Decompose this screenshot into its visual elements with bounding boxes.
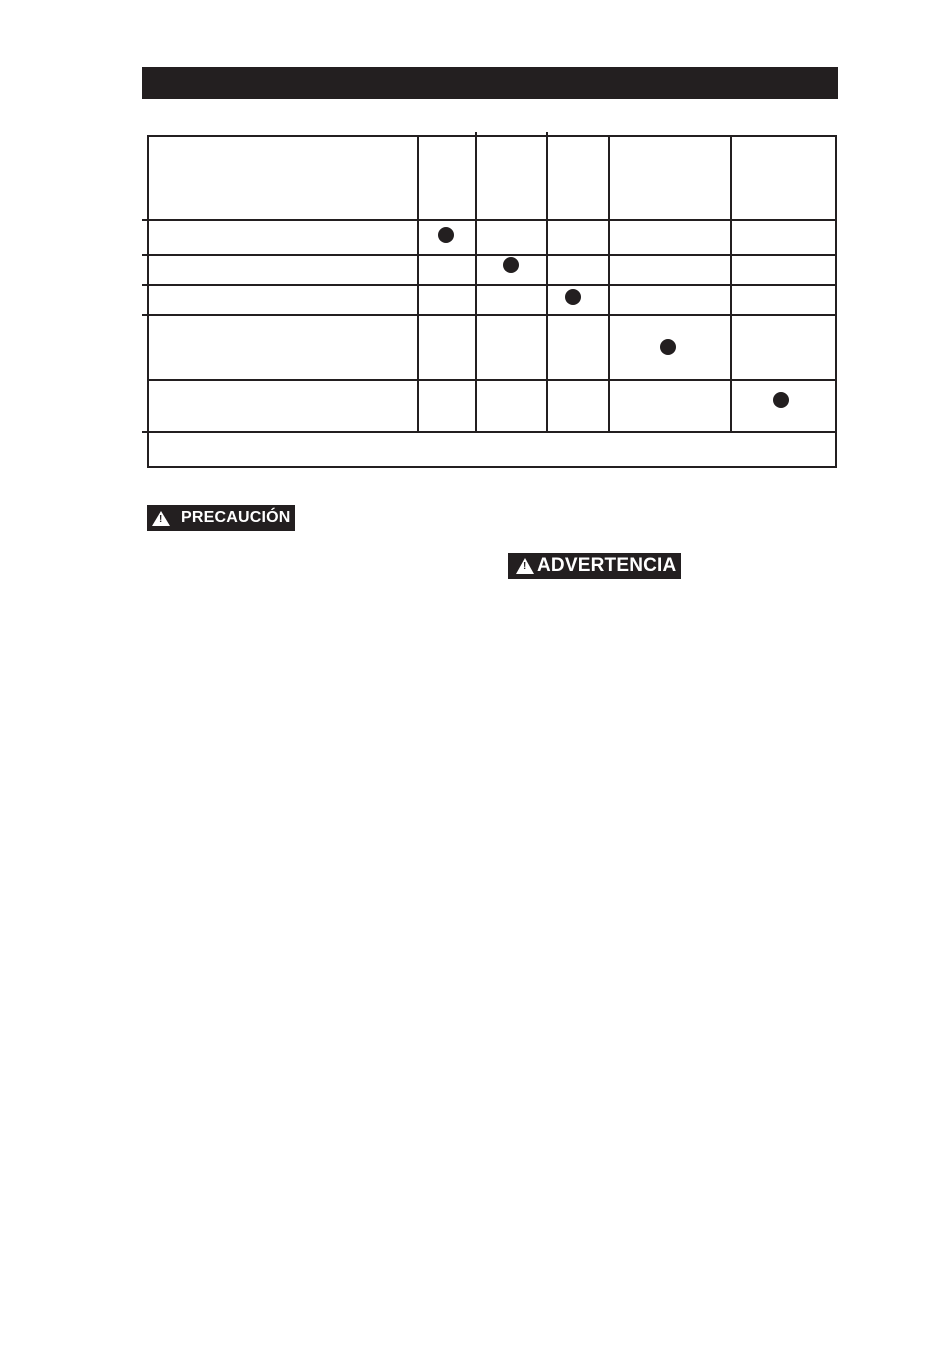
selection-dot xyxy=(565,289,581,305)
table-border xyxy=(148,136,836,467)
warning-text: ADVERTENCIA xyxy=(537,555,677,576)
selection-dot xyxy=(438,227,454,243)
warning-triangle-icon xyxy=(516,558,534,574)
selection-dot xyxy=(503,257,519,273)
warning-label xyxy=(508,553,681,579)
selection-dot xyxy=(773,392,789,408)
selection-dot xyxy=(660,339,676,355)
warning-triangle-icon xyxy=(152,511,170,526)
caution-label xyxy=(147,505,295,531)
caution-text: PRECAUCIÓN xyxy=(181,509,291,526)
selection-table xyxy=(0,0,950,500)
